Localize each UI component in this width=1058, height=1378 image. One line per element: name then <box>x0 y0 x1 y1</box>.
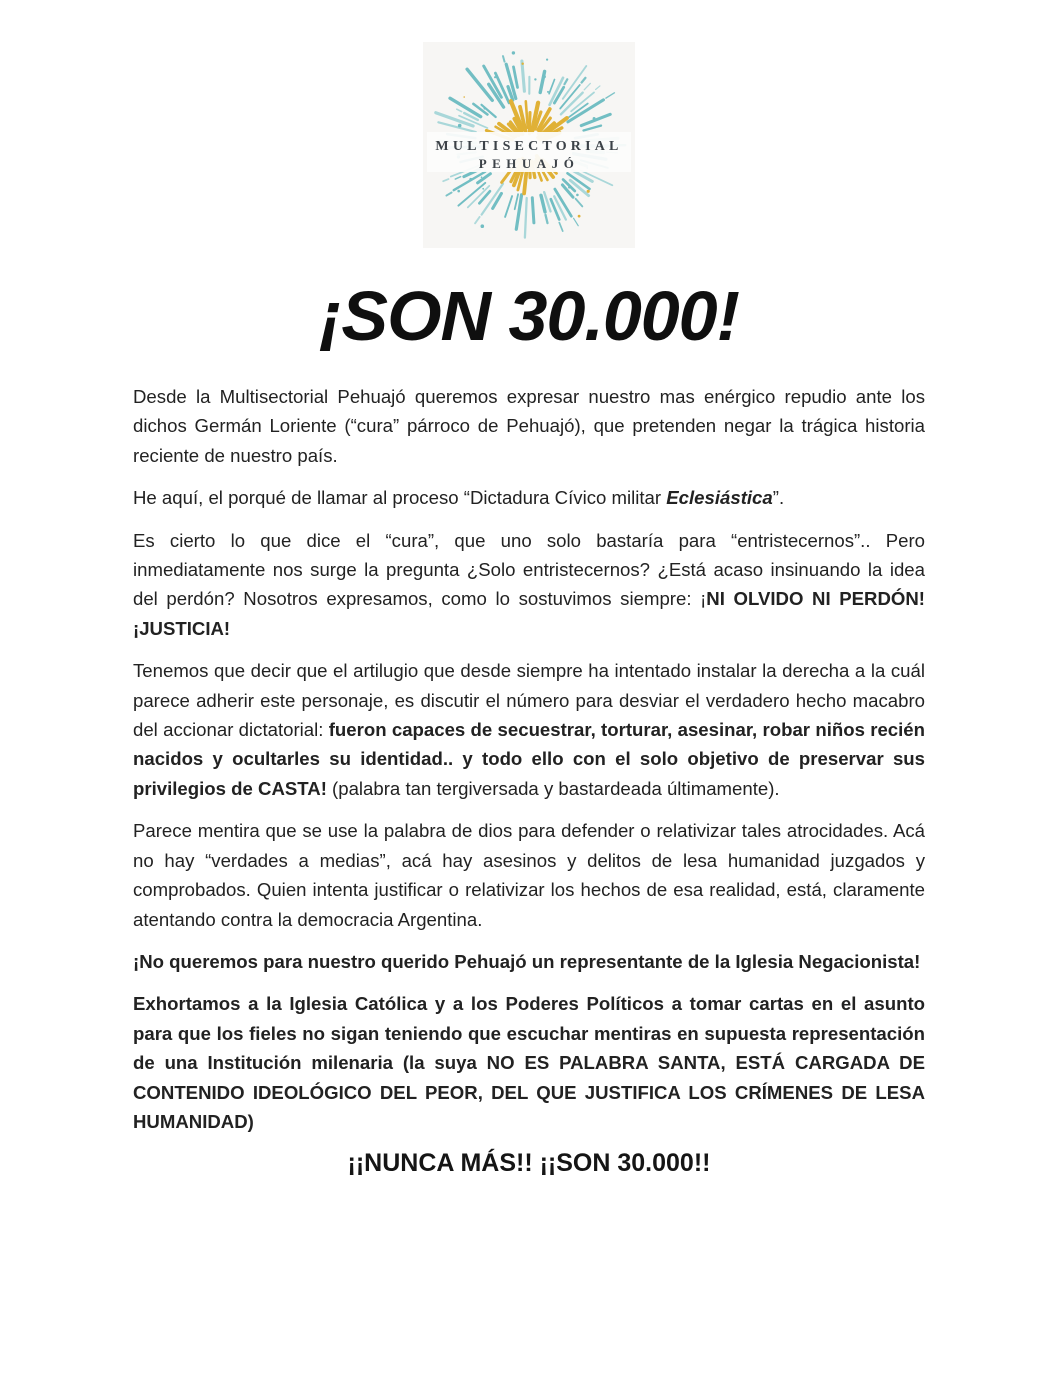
logo-subtitle: PEHUAJÓ <box>479 156 580 171</box>
logo-image <box>423 42 635 248</box>
paragraph: Parece mentira que se use la palabra de dios para defender o relativizar tales atrocidades. Acá no hay “verdades a medias”, acá hay asesinos y delitos de lesa humanidad juzgados y comprobados. Quien intenta justificar o relativizar los hechos de esa realidad, está, claramente atentando contra la democracia Argentina. <box>133 816 925 934</box>
document-body <box>133 382 925 1136</box>
paragraph: Es cierto lo que dice el “cura”, que uno solo bastaría para “entristecernos”.. Pero inmediatamente nos surge la pregunta ¿Solo entristecernos? ¿Está acaso insinuando la idea del perdón? Nosotros expresamos, como lo sostuvimos siempre: ¡NI OLVIDO NI PERDÓN! ¡JUSTICIA! <box>133 526 925 644</box>
sunburst-icon <box>423 42 635 248</box>
paragraph: ¡No queremos para nuestro querido Pehuajó un representante de la Iglesia Negacionista! <box>133 947 925 976</box>
paragraph: Exhortamos a la Iglesia Católica y a los Poderes Políticos a tomar cartas en el asunto para que los fieles no sigan teniendo que escuchar mentiras en supuesta representación de una Institución milenaria (la suya NO ES PALABRA SANTA, ESTÁ CARGADA DE CONTENIDO IDEOLÓGICO DEL PEOR, DEL QUE JUSTIFICA LOS CRÍMENES DE LESA HUMANIDAD) <box>133 989 925 1136</box>
paragraph: He aquí, el porqué de llamar al proceso “Dictadura Cívico militar Eclesiástica”. <box>133 483 925 512</box>
paragraph: Desde la Multisectorial Pehuajó queremos expresar nuestro mas enérgico repudio ante los dichos Germán Loriente (“cura” párroco de Pehuajó), que pretenden negar la trágica historia reciente de nuestro país. <box>133 382 925 470</box>
logo-title: MULTISECTORIAL <box>435 139 622 154</box>
paragraph: Tenemos que decir que el artilugio que desde siempre ha intentado instalar la derecha a la cuál parece adherir este personaje, es discutir el número para desviar el verdadero hecho macabro del accionar dictatorial: fueron capaces de secuestrar, torturar, asesinar, robar niños recién nacidos y ocultarles su identidad.. y todo ello con el solo objetivo de preservar sus privilegios de CASTA! (palabra tan tergiversada y bastardeada últimamente). <box>133 656 925 803</box>
document-page <box>0 42 1058 1378</box>
page-title: ¡SON 30.000! <box>0 274 1058 358</box>
closing-line: ¡¡NUNCA MÁS!! ¡¡SON 30.000!! <box>0 1149 1058 1178</box>
